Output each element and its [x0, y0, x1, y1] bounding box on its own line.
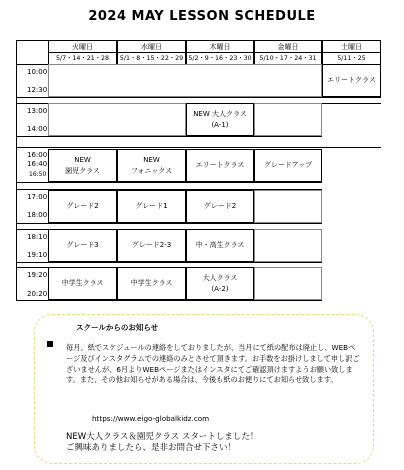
row-divider — [16, 300, 322, 301]
class-thu-grade2 — [186, 190, 254, 223]
class-label: 大人クラス — [202, 273, 238, 282]
dates-text: 5/2・9・16・23・30 — [188, 55, 252, 62]
time-label: 18:00 — [27, 211, 48, 219]
dates-text: 5/1・8・15・22・29 — [119, 55, 184, 62]
dates-text: 5/10・17・24・31 — [259, 55, 317, 62]
slot-empty — [254, 267, 322, 300]
class-thu-adult-a1 — [186, 103, 254, 136]
time-label: 12:30 — [27, 86, 48, 94]
class-thu-elite — [186, 149, 254, 182]
notice-heading: スクールからのお知らせ — [76, 323, 159, 332]
row-divider — [16, 223, 322, 224]
time-label: 10:00 — [27, 68, 48, 76]
class-label: グレード3 — [66, 241, 99, 249]
time-label: 18:10 — [27, 233, 48, 241]
class-wed-jhs — [117, 267, 186, 300]
announcement-line: ご興味ありましたら、是非お問合せ下さい！ — [66, 443, 237, 453]
class-label: エリートクラス — [327, 76, 376, 84]
class-wed-grade23 — [117, 229, 186, 262]
day-name: 水曜日 — [141, 43, 162, 51]
dates-text: 5/7・14・21・28 — [55, 55, 110, 62]
announcement — [66, 432, 366, 454]
row-divider — [16, 262, 322, 263]
header-corner — [16, 40, 49, 65]
slot-empty — [48, 103, 186, 136]
time-label: 19:20 — [27, 271, 48, 279]
time-label: 17:00 — [27, 193, 48, 201]
class-label: NEW 大人クラス — [193, 109, 247, 118]
class-tue-grade2 — [48, 190, 117, 223]
slot-empty — [254, 103, 322, 136]
class-label: グレード2 — [203, 202, 237, 210]
class-label: NEW — [74, 155, 91, 164]
day-name: 木曜日 — [209, 43, 231, 51]
time-label: 16:40 — [27, 160, 48, 168]
notice-body: 毎月、紙でスケジュールの連絡をしておりましたが、当月にて紙の配布は廃止し、WEBページ及びインスタグラムでの連絡のみとさせて頂きます。お手数をお掛けしまして申し訳ございませんが、6月よりWEBページまたはインスタにてご確認頂けますようお願い致します。また、その他お知らせがある場合は、今後も紙のお便りにてお知らせ致します。 — [66, 343, 360, 385]
class-label: エリートクラス — [195, 161, 245, 169]
class-label: 中学生クラス — [61, 279, 104, 287]
row-divider — [16, 136, 322, 137]
class-label: 中学生クラス — [130, 279, 173, 287]
class-label: グレードアップ — [263, 161, 313, 169]
day-name: 土曜日 — [341, 43, 362, 51]
class-label: (A-1) — [211, 120, 229, 129]
class-label: グレード1 — [135, 202, 168, 210]
announcement-line: NEW大人クラス＆園児クラス スタートしました！ — [66, 432, 259, 442]
class-label: 園児クラス — [65, 166, 100, 175]
dates-text: 5/11・25 — [337, 55, 366, 62]
row-divider — [16, 182, 322, 183]
class-tue-grade3 — [48, 229, 117, 262]
class-label: フォニックス — [130, 166, 173, 175]
class-sat-elite — [322, 64, 381, 97]
time-label: 13:00 — [27, 107, 48, 115]
school-url-link[interactable]: https://www.eigo-globalkidz.com — [92, 414, 210, 423]
slot-empty — [48, 64, 322, 97]
time-label: 14:00 — [27, 125, 48, 133]
day-name: 火曜日 — [72, 43, 93, 51]
row-divider — [16, 97, 381, 98]
class-tue-kinder — [48, 149, 117, 182]
time-label: 16:50 — [29, 171, 47, 178]
class-label: 中・高生クラス — [195, 241, 245, 249]
class-label: NEW — [143, 155, 160, 164]
page-title: 2024 MAY LESSON SCHEDULE — [88, 9, 316, 24]
bullet-square-icon — [47, 341, 53, 347]
class-wed-grade1 — [117, 190, 186, 223]
slot-empty — [254, 229, 322, 262]
time-label: 19:10 — [27, 251, 48, 259]
class-label: (A-2) — [211, 284, 229, 293]
class-thu-adult-a2 — [186, 267, 254, 300]
class-tue-jhs — [48, 267, 117, 300]
class-thu-jrhigh — [186, 229, 254, 262]
row-divider — [16, 147, 381, 148]
class-fri-gradeup — [254, 149, 322, 182]
class-wed-phonics — [117, 149, 186, 182]
class-label: グレード2 — [66, 202, 99, 210]
day-name: 金曜日 — [277, 43, 299, 51]
class-label: グレード2-3 — [131, 241, 172, 249]
slot-empty — [254, 190, 322, 223]
time-label: 20:20 — [27, 290, 48, 298]
time-label: 16:00 — [27, 151, 48, 159]
